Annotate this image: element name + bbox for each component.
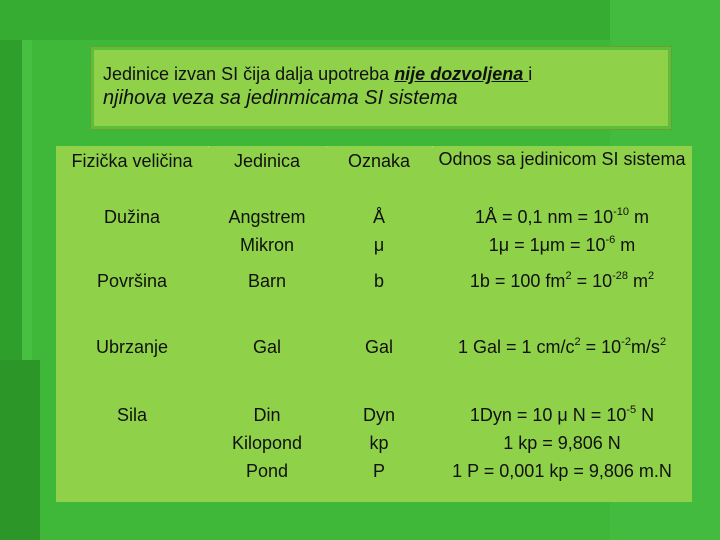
exponent: -10: [613, 206, 629, 218]
unit-cell: [208, 204, 326, 268]
unit-cell: [208, 268, 326, 334]
exponent: -2: [621, 336, 631, 348]
slide-title: [90, 46, 672, 130]
relation-text: 1 kp = 9,806 N: [503, 432, 621, 453]
relation-text: m/s: [630, 337, 660, 357]
unit-name: Mikron: [239, 234, 294, 255]
unit-name: Barn: [247, 271, 287, 291]
unit-cell: [208, 334, 326, 402]
unit-symbol: Gal: [364, 337, 393, 357]
relation-line: [432, 402, 692, 430]
symbol-cell: [326, 204, 432, 268]
relation-text: = 10: [571, 271, 613, 291]
unit-symbol: b: [373, 271, 384, 291]
exponent: -5: [626, 404, 637, 416]
symbol-cell: [326, 402, 432, 502]
unit-cell: [208, 402, 326, 502]
unit-name: Gal: [252, 337, 281, 357]
relation-line: [432, 268, 692, 296]
table-header-cell: Jedinica: [208, 148, 326, 204]
relation-text: m: [615, 234, 636, 255]
relation-line: [432, 430, 692, 458]
relation-line: [432, 458, 692, 486]
relation-line: [432, 334, 692, 362]
exponent: -6: [605, 233, 616, 246]
quantity-cell: Ubrzanje: [56, 334, 208, 402]
relation-text: = 10: [580, 337, 622, 357]
relation-text: N: [636, 405, 655, 425]
title-text: Jedinice izvan SI čija dalja upotreba: [103, 64, 395, 84]
exponent: 2: [648, 270, 655, 282]
unit-name: Din: [253, 405, 281, 425]
unit-symbol: Dyn: [362, 405, 395, 425]
quantity-cell: Dužina: [56, 204, 208, 268]
units-table: [56, 146, 692, 500]
title-line-2: njihova veza sa jedinmicama SI sistema: [103, 86, 458, 109]
relation-line: [432, 232, 692, 260]
relation-text: 1Å = 0,1 nm = 10: [475, 207, 614, 227]
relation-text: 1μ = 1μm = 10: [488, 234, 606, 255]
unit-symbol: Å: [372, 207, 385, 227]
quantity-cell: Površina: [56, 268, 208, 334]
unit-name: Kilopond: [231, 432, 303, 453]
relation-text: m: [629, 207, 649, 227]
unit-symbol: μ: [373, 234, 385, 255]
relation-cell: [432, 334, 692, 402]
exponent: -28: [612, 270, 629, 282]
table-header-cell: Odnos sa jedinicom SI sistema: [432, 148, 692, 204]
relation-text: m: [628, 271, 649, 291]
relation-text: 1Dyn = 10 μ N = 10: [469, 405, 627, 425]
unit-symbol: P: [372, 460, 385, 481]
symbol-cell: [326, 334, 432, 402]
background-stripe: [0, 360, 40, 540]
title-line-1: [103, 63, 671, 86]
relation-cell: [432, 402, 692, 502]
quantity-cell: Sila: [56, 402, 208, 502]
unit-name: Pond: [245, 460, 289, 481]
relation-text: 1b = 100 fm: [469, 271, 566, 291]
table-header-cell: Oznaka: [326, 148, 432, 204]
title-emphasis: nije dozvoljena: [394, 64, 529, 84]
exponent: 2: [574, 336, 581, 348]
relation-text: 1 Gal = 1 cm/c: [457, 337, 575, 357]
relation-line: [432, 204, 692, 232]
title-text: i: [528, 64, 533, 84]
exponent: 2: [659, 336, 667, 348]
unit-symbol: kp: [369, 432, 389, 453]
symbol-cell: [326, 268, 432, 334]
relation-text: 1 P = 0,001 kp = 9,806 m.N: [452, 460, 672, 481]
table-header-cell: Fizička veličina: [56, 148, 208, 204]
unit-name: Angstrem: [228, 207, 306, 227]
relation-cell: [432, 268, 692, 334]
relation-cell: [432, 204, 692, 268]
exponent: 2: [565, 270, 572, 282]
